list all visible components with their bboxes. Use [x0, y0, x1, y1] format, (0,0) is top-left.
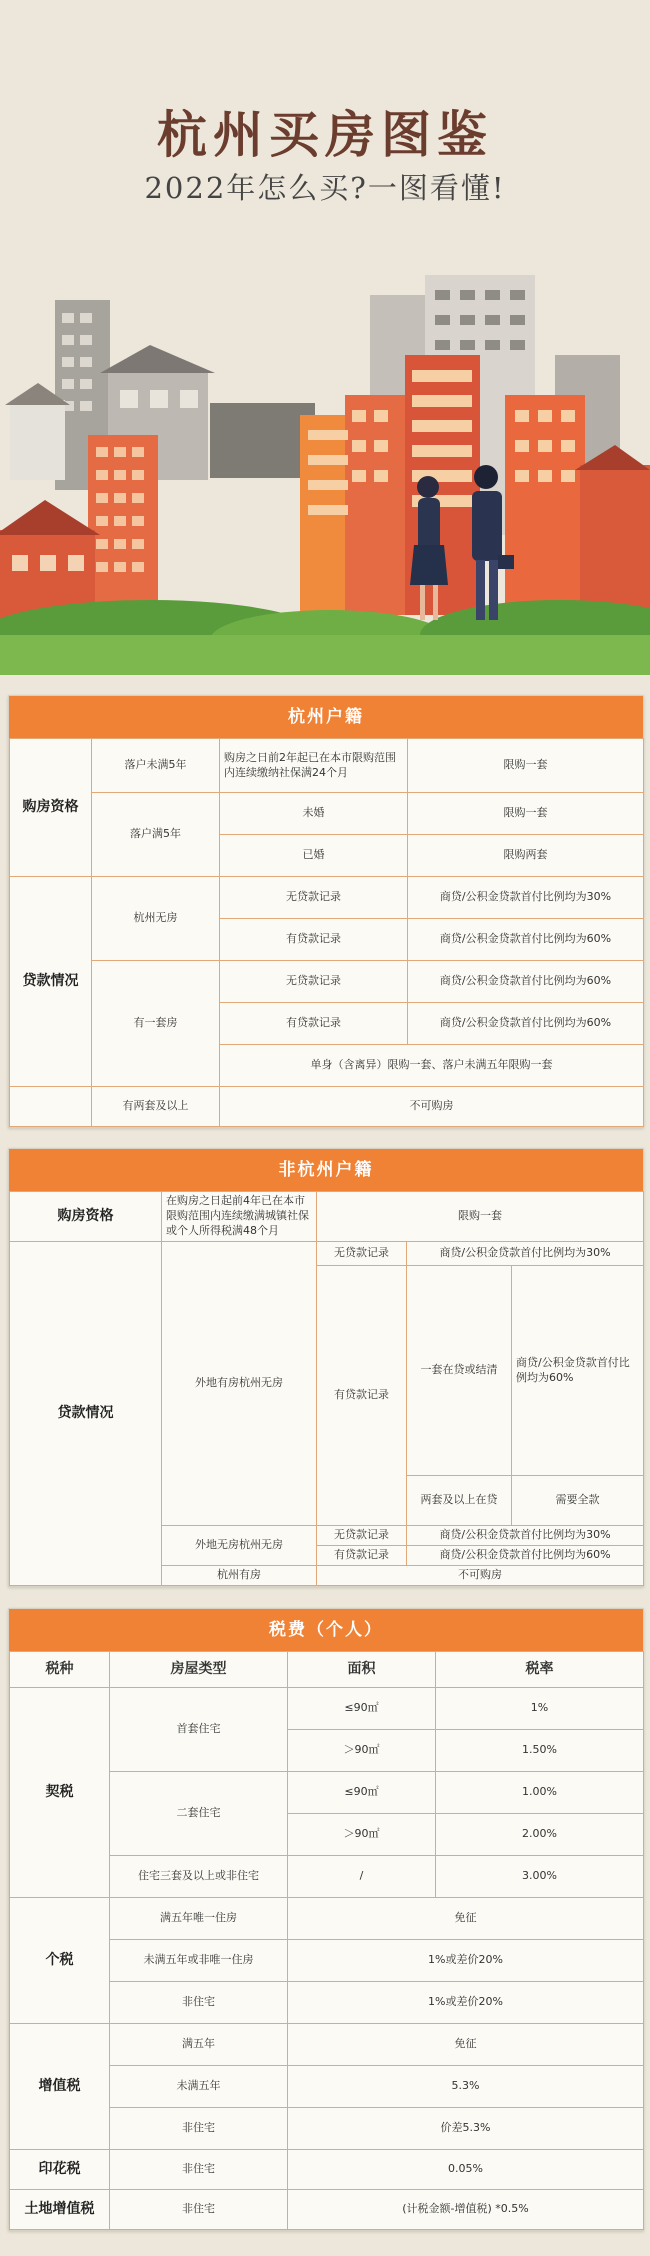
one-has-record-label: 有贷款记录 [220, 1003, 408, 1045]
header-area: 面积 [288, 1652, 436, 1688]
vat-type-1: 满五年 [110, 2024, 288, 2066]
vat-type-2: 未满五年 [110, 2066, 288, 2108]
non-hangzhou-table [9, 1191, 644, 1586]
city-illustration [0, 255, 650, 675]
hz-has-label: 杭州有房 [162, 1566, 317, 1586]
two-plus-label: 有两套及以上 [92, 1087, 220, 1127]
panel-title: 税费（个人） [9, 1609, 643, 1651]
rate-4: 2.00% [436, 1814, 644, 1856]
vat-rule-3: 价差5.3% [288, 2108, 644, 2150]
one-house-label: 有一套房 [92, 961, 220, 1087]
stamp-tax-label: 印花税 [10, 2150, 110, 2190]
income-type-1: 满五年唯一住房 [110, 1898, 288, 1940]
page-title: 杭州买房图鉴 [157, 105, 493, 164]
lt5-condition: 购房之日前2年起已在本市限购范围内连续缴纳社保满24个月 [220, 739, 408, 793]
nh-has-record-label: 有贷款记录 [317, 1546, 407, 1566]
income-rule-2: 1%或差价20% [288, 1940, 644, 1982]
ge5-label: 落户满5年 [92, 793, 220, 877]
loan-label: 贷款情况 [10, 877, 92, 1087]
unmarried-rule: 限购一套 [408, 793, 644, 835]
has-record-label: 有贷款记录 [317, 1266, 407, 1526]
orange-building-right-icon [505, 395, 650, 625]
income-type-2: 未满五年或非唯一住房 [110, 1940, 288, 1982]
vat-rule-2: 5.3% [288, 2066, 644, 2108]
second-home-label: 二套住宅 [110, 1772, 288, 1856]
land-rule: (计税金额-增值税) *0.5% [288, 2190, 644, 2230]
land-type: 非住宅 [110, 2190, 288, 2230]
no-record-label: 无贷款记录 [220, 877, 408, 919]
green-hills-icon [0, 600, 650, 675]
rate-3: 1.00% [436, 1772, 644, 1814]
nh-has-record-rule: 商贷/公积金贷款首付比例均为60% [407, 1546, 644, 1566]
hz-has-rule: 不可购房 [317, 1566, 644, 1586]
rate-2: 1.50% [436, 1730, 644, 1772]
eligibility-label: 购房资格 [10, 1192, 162, 1242]
vat-rule-1: 免征 [288, 2024, 644, 2066]
area-le90: ≤90㎡ [288, 1688, 436, 1730]
one-has-record-rule: 商贷/公积金贷款首付比例均为60% [408, 1003, 644, 1045]
panel-title: 非杭州户籍 [9, 1149, 643, 1191]
two-in-loan-rule: 需要全款 [512, 1476, 644, 1526]
has-record-label: 有贷款记录 [220, 919, 408, 961]
area-le90: ≤90㎡ [288, 1772, 436, 1814]
vat-label: 增值税 [10, 2024, 110, 2150]
no-house-label: 外地无房杭州无房 [162, 1526, 317, 1566]
header-tax-type: 税种 [10, 1652, 110, 1688]
first-home-label: 首套住宅 [110, 1688, 288, 1772]
nh-no-record-label: 无贷款记录 [317, 1526, 407, 1546]
no-record-rule: 商贷/公积金贷款首付比例均为30% [408, 877, 644, 919]
unmarried-label: 未婚 [220, 793, 408, 835]
stamp-rule: 0.05% [288, 2150, 644, 2190]
stamp-type: 非住宅 [110, 2150, 288, 2190]
one-settled-label: 一套在贷或结清 [407, 1266, 512, 1476]
other-city-label: 外地有房杭州无房 [162, 1242, 317, 1526]
lt5-rule: 限购一套 [408, 739, 644, 793]
panel-title: 杭州户籍 [9, 696, 643, 738]
page-subtitle: 2022年怎么买?一图看懂! [144, 171, 506, 205]
header-rate: 税率 [436, 1652, 644, 1688]
has-record-rule: 商贷/公积金贷款首付比例均为60% [408, 919, 644, 961]
nh-no-record-rule: 商贷/公积金贷款首付比例均为30% [407, 1526, 644, 1546]
land-vat-label: 土地增值税 [10, 2190, 110, 2230]
eligibility-label: 购房资格 [10, 739, 92, 877]
married-rule: 限购两套 [408, 835, 644, 877]
lt5-label: 落户未满5年 [92, 739, 220, 793]
loan-label: 贷款情况 [10, 1242, 162, 1586]
two-in-loan-label: 两套及以上在贷 [407, 1476, 512, 1526]
one-no-record-rule: 商贷/公积金贷款首付比例均为60% [408, 961, 644, 1003]
deed-tax-label: 契税 [10, 1688, 110, 1898]
hangzhou-table [9, 738, 644, 1127]
one-no-record-label: 无贷款记录 [220, 961, 408, 1003]
vat-type-3: 非住宅 [110, 2108, 288, 2150]
income-rule-3: 1%或差价20% [288, 1982, 644, 2024]
no-record-rule: 商贷/公积金贷款首付比例均为30% [407, 1242, 644, 1266]
eligibility-rule: 限购一套 [317, 1192, 644, 1242]
hangzhou-hukou-panel [8, 695, 644, 1128]
income-type-3: 非住宅 [110, 1982, 288, 2024]
two-plus-rule: 不可购房 [220, 1087, 644, 1127]
rate-1: 1% [436, 1688, 644, 1730]
no-house-label: 杭州无房 [92, 877, 220, 961]
eligibility-condition: 在购房之日起前4年已在本市限购范围内连续缴满城镇社保或个人所得税满48个月 [162, 1192, 317, 1242]
income-rule-1: 免征 [288, 1898, 644, 1940]
area-gt90: ＞90㎡ [288, 1814, 436, 1856]
area-gt90: ＞90㎡ [288, 1730, 436, 1772]
married-label: 已婚 [220, 835, 408, 877]
header-house-type: 房屋类型 [110, 1652, 288, 1688]
single-note: 单身（含离异）限购一套、落户未满五年限购一套 [220, 1045, 644, 1087]
area-slash: / [288, 1856, 436, 1898]
rate-5: 3.00% [436, 1856, 644, 1898]
income-tax-label: 个税 [10, 1898, 110, 2024]
tax-panel [8, 1608, 644, 2231]
tax-table [9, 1651, 644, 2230]
no-record-label: 无贷款记录 [317, 1242, 407, 1266]
third-plus-label: 住宅三套及以上或非住宅 [110, 1856, 288, 1898]
one-settled-rule: 商贷/公积金贷款首付比例均为60% [512, 1266, 644, 1476]
non-hangzhou-hukou-panel [8, 1148, 644, 1587]
